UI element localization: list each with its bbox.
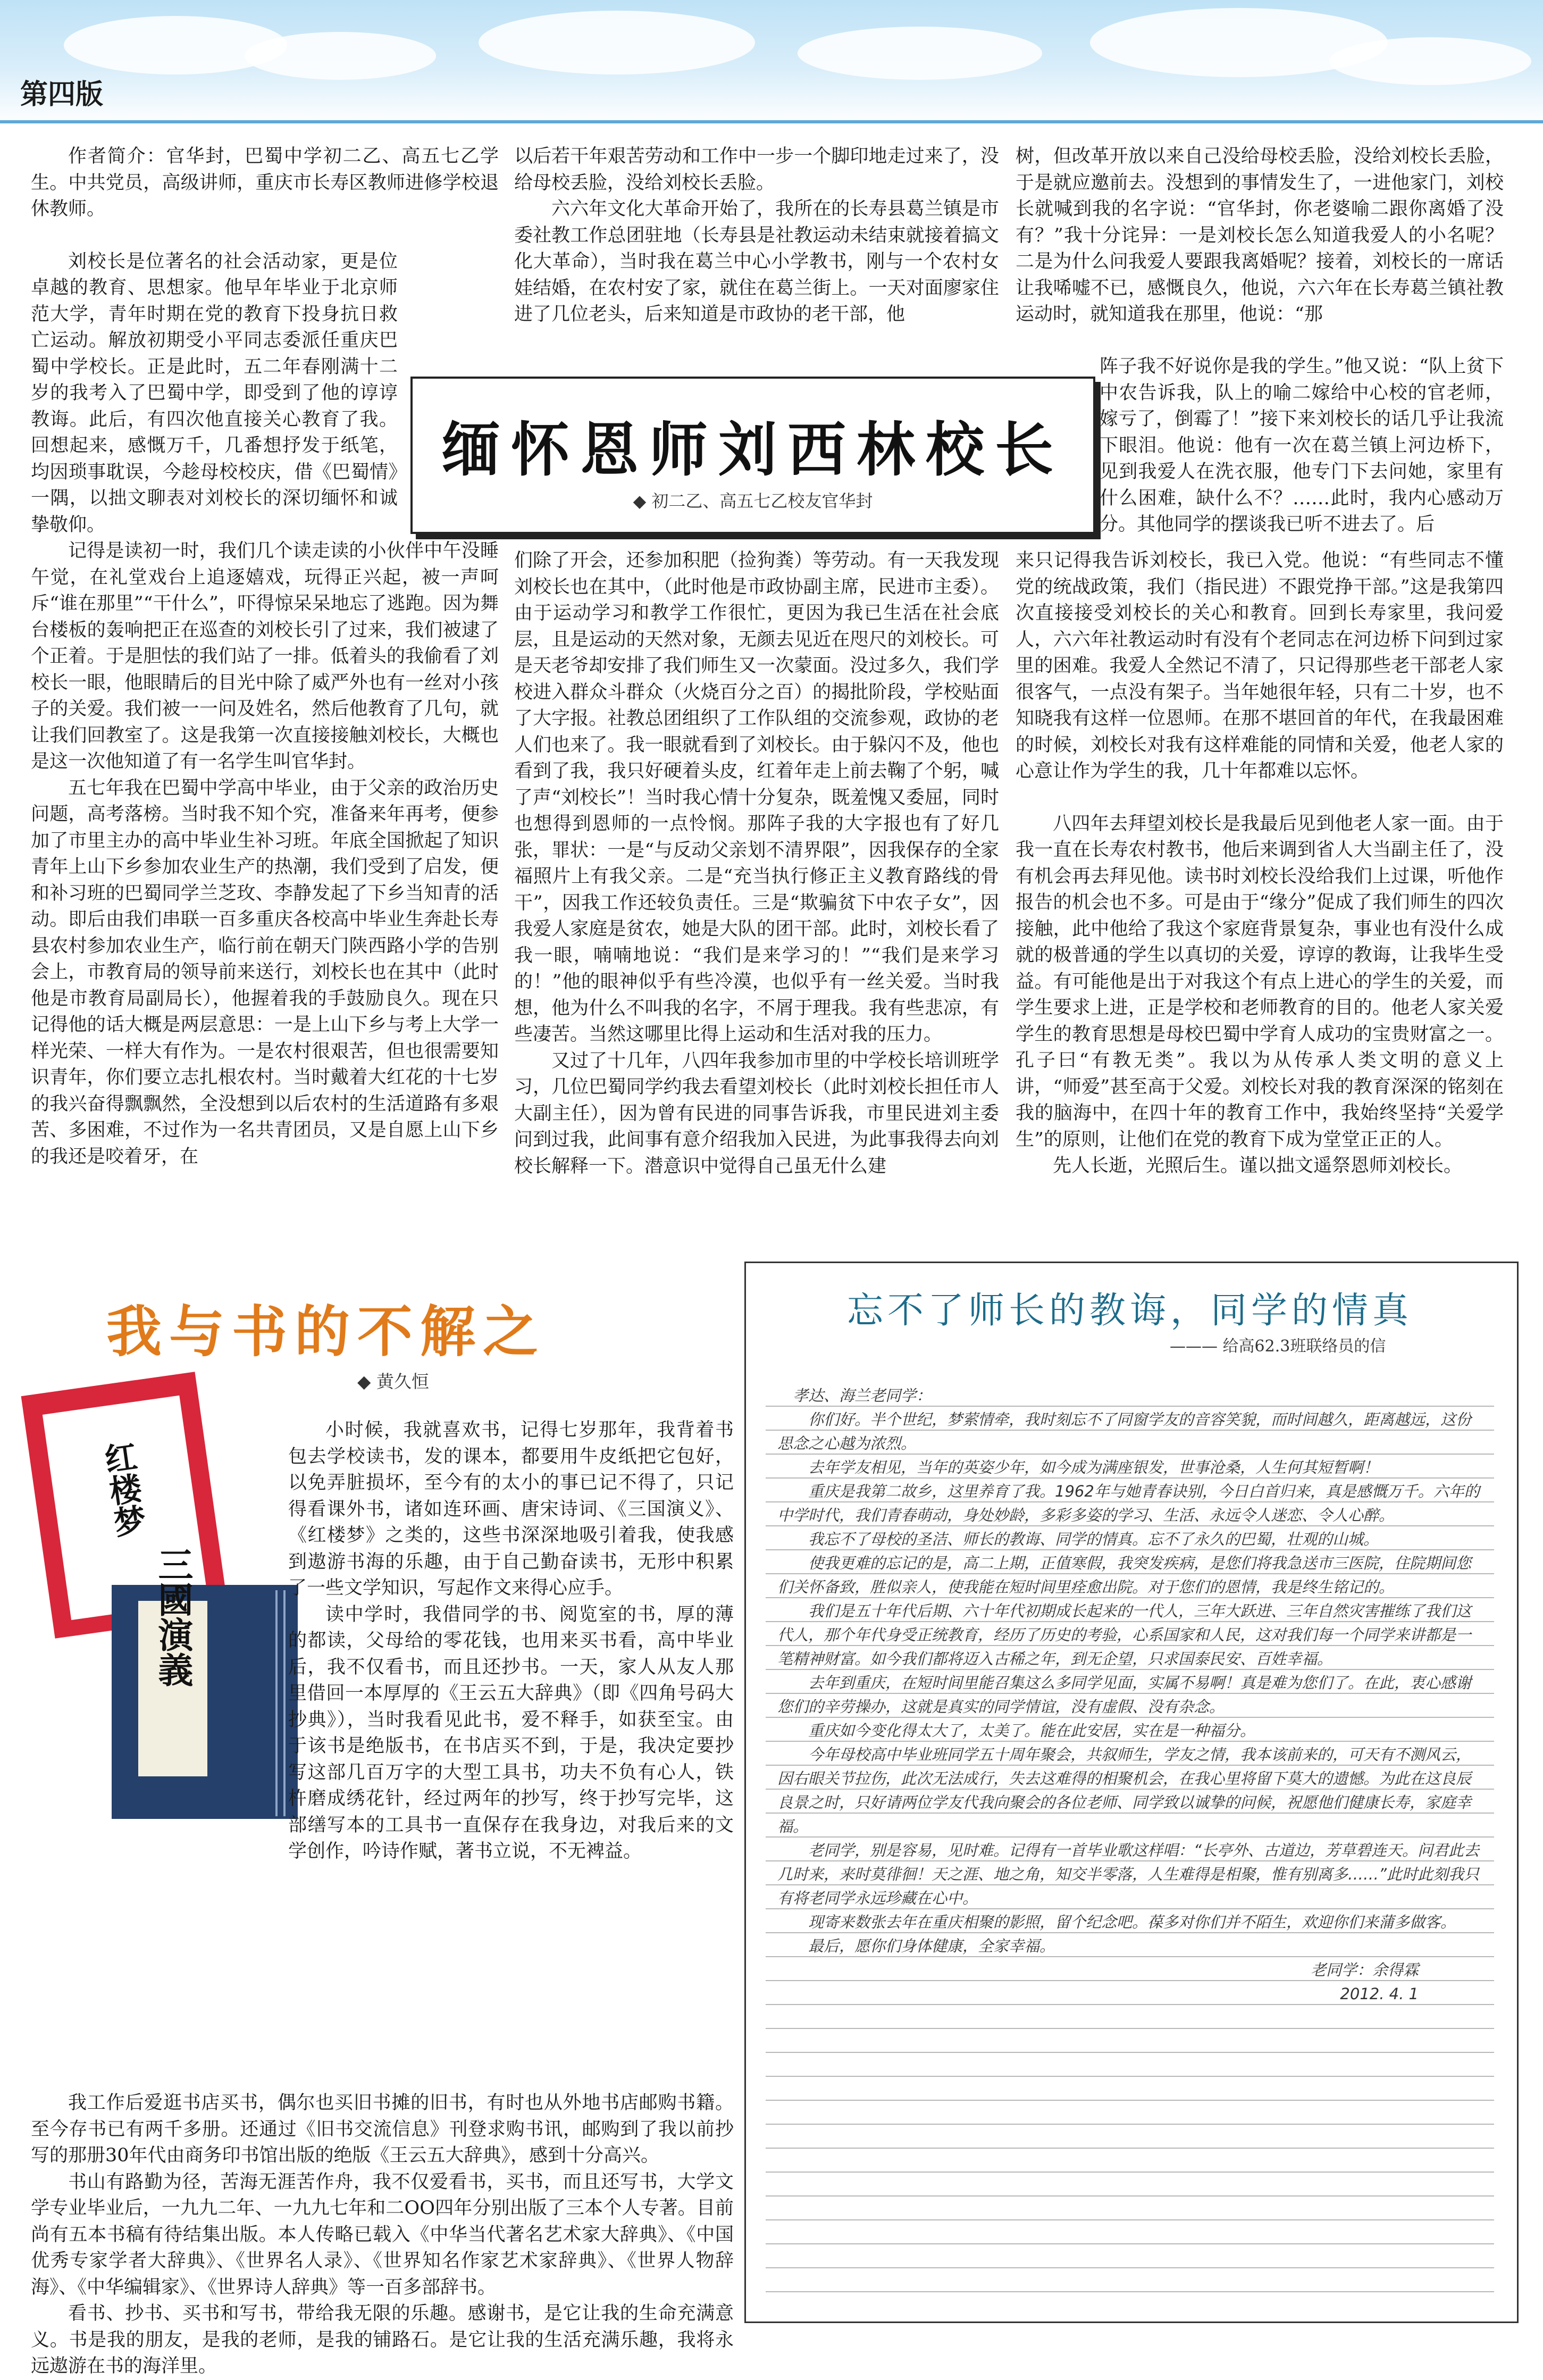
letter-subtitle: ——— 给高62.3班联络员的信	[1170, 1337, 1386, 1356]
banner-rule	[0, 120, 1543, 123]
article-paragraph: 来只记得我告诉刘校长，我已入党。他说：“有些同志不懂党的统战政策，我们（指民进）不跟党挣干部。”这是我第四次直接接受刘校长的关心和教育。回到长寿家里，我问爱人，六六年社教运动时有没有个老同志在河边桥下问到过家里的困难。我爱人全然记不清了，只记得那些老干部老人家很客气，一点没有架子。当年她很年轻，只有二十岁，也不知晓我有这样一位恩师。在那不堪回首的年代，在我最困难的时候，刘校长对我有这样难能的同情和关爱，他老人家的心意让作为学生的我，几十年都难以忘怀。	[1016, 550, 1504, 782]
main-column-1	[31, 144, 499, 1170]
article-paragraph: 阵子我不好说你是我的学生。”他又说：“队上贫下中农告诉我，队上的喻二嫁给中心校的官老师，嫁亏了，倒霉了！”接下来刘校长的话几乎让我流下眼泪。他说：他有一次在葛兰镇上河边桥下，见到我爱人在洗衣服，他专门下去问她，家里有什么困难，缺什么不？……此时，我内心感动万分。其他同学的摆谈我已听不进去了。后	[1100, 356, 1504, 535]
books-paragraph: 小时候，我就喜欢书，记得七岁那年，我背着书包去学校读书，发的课本，都要用牛皮纸把它包好，以免弄脏损坏，至今有的太小的事已记不得了，只记得看课外书，诸如连环画、唐宋诗词、《三国演义》、《红楼梦》之类的，这些书深深地吸引着我，使我感到遨游书海的乐趣，由于自己勤奋读书，无形中积累了一些文学知识，写起作文来得心应手。	[288, 1419, 734, 1599]
main-column-2a	[514, 144, 999, 328]
lined-letter-paper	[766, 1383, 1494, 2298]
article-paragraph: 六六年文化大革命开始了，我所在的长寿县葛兰镇是市委社教工作总团驻地（长寿县是社教运动未结束就接着搞文化大革命），当时我在葛兰中心小学教书，刚与一个农村女娃结婚，在农村安了家，就住在葛兰街上。一天对面廖家住进了几位老头，后来知道是市政协的老干部，他	[514, 198, 999, 325]
main-column-3b	[1100, 354, 1504, 538]
books-paragraph: 我工作后爱逛书店买书，偶尔也买旧书摊的旧书，有时也从外地书店邮购书籍。至今存书已有两千多册。还通过《旧书交流信息》刊登求购书讯，邮购到了我以前抄写的那册30年代由商务印书馆出版的绝版《王云五大辞典》，感到十分高兴。	[31, 2092, 734, 2166]
main-title-box	[410, 377, 1095, 534]
main-column-3c	[1016, 548, 1504, 1180]
article-paragraph: 八四年去拜望刘校长是我最后见到他老人家一面。由于我一直在长寿农村教书，他后来调到省人大当副主任了，没有机会再去拜见他。读书时刘校长没给我们上过课，听他作报告的机会也不多。可是由于“缘分”促成了我们师生的四次接触，此中他给了我这个家庭背景复杂，事业也有没什么成就的极普通的学生以真切的关爱，谆谆的教诲，让我毕生受益。有可能他是出于对我这个有点上进心的学生的关爱，而学生要求上进，正是学校和老师教育的目的。他老人家关爱学生的教育思想是母校巴蜀中学育人成功的宝贵财富之一。孔子曰“有教无类”。我以为从传承人类文明的意义上讲，“师爱”甚至高于父爱。刘校长对我的教育深深的铭刻在我的脑海中，在四十年的教育工作中，我始终坚持“关爱学生”的原则，让他们在党的教育下成为堂堂正正的人。	[1016, 813, 1504, 1150]
book-covers-image	[32, 1383, 308, 1835]
books-title: 我与书的不解之	[106, 1299, 546, 1364]
letter-paragraph: 我忘不了母校的圣洁、师长的教诲、同学的情真。忘不了永久的巴蜀，壮观的山城。	[808, 1530, 1379, 1548]
article-paragraph: 以后若干年艰苦劳动和工作中一步一个脚印地走过来了，没给母校丢脸，没给刘校长丢脸。	[514, 146, 999, 194]
main-byline: ◆ 初二乙、高五七乙校友官华封	[633, 491, 873, 511]
letter-title: 忘不了师长的教诲，同学的情真	[846, 1290, 1413, 1332]
letter-text	[777, 1384, 1482, 2006]
letter-paragraph: 今年母校高中毕业班同学五十周年聚会，共叙师生，学友之情，我本该前来的，可天有不测风云，因右眼关节拉伤，此次无法成行，失去这难得的相聚机会，在我心里将留下莫大的遗憾。为此在这良辰良景之时，只好请两位学友代我向聚会的各位老师、同学致以诚挚的问候，祝愿他们健康长寿，家庭幸福。	[777, 1746, 1472, 1835]
letter-paragraph: 去年学友相见，当年的英姿少年，如今成为满座银发，世事沧桑，人生何其短暂啊！	[808, 1458, 1379, 1476]
books-wrap-column	[288, 1417, 734, 1865]
letter-salutation: 孝达、海兰老同学：	[793, 1387, 932, 1405]
article-paragraph: 记得是读初一时，我们几个读走读的小伙伴中午没睡午觉，在礼堂戏台上追逐嬉戏，玩得正兴起，被一声呵斥“谁在那里”“干什么”，吓得惊呆呆地忘了逃跑。因为舞台楼板的轰响把正在巡查的刘校长引了过来，我们被逮了个正着。于是胆怯的我们站了一排。低着头的我偷看了刘校长一眼，他眼睛后的目光中除了威严外也有一丝对小孩子的关爱。我们被一一问及姓名，然后他教育了几句，就让我们回教室了。这是我第一次直接接触刘校长，大概也是这一次他知道了有一名学生叫官华封。	[31, 540, 499, 772]
letter-paragraph: 老同学，别是容易，见时难。记得有一首毕业歌这样唱：“长亭外、古道边，芳草碧连天。问君此去几时来，来时莫徘徊！天之涯、地之角，知交半零落，人生难得是相聚，惟有别离多……”此时此刻我只有将老同学永远珍藏在心中。	[777, 1841, 1480, 1907]
books-paragraph: 读中学时，我借同学的书、阅览室的书，厚的薄的都读，父母给的零花钱，也用来买书看，高中毕业后，我不仅看书，而且还抄书。一天，家人从友人那里借回一本厚厚的《王云五大辞典》（即《四角号码大抄典》），当时我看见此书，爱不释手，如获至宝。由于该书是绝版书，在书店买不到，于是，我决定要抄写这部几百万字的大型工具书，功夫不负有心人，铁杵磨成绣花针，经过两年的抄写，终于抄写完毕，这部缮写本的工具书一直保存在我身边，对我后来的文学创作，吟诗作赋，著书立说，不无裨益。	[288, 1604, 734, 1862]
letter-paragraph: 重庆如今变化得太大了，太美了。能在此安居，实在是一种福分。	[808, 1722, 1256, 1740]
page-label: 第四版	[20, 79, 104, 111]
books-byline: ◆ 黄久恒	[357, 1371, 429, 1392]
letter-date: 2012. 4. 1	[1340, 1985, 1419, 2003]
letter-paragraph: 最后，愿你们身体健康，全家幸福。	[808, 1937, 1055, 1955]
books-paragraph: 书山有路勤为径，苦海无涯苦作舟，我不仅爱看书，买书，而且还写书，大学文学专业毕业后，一九九二年、一九九七年和二OO四年分别出版了三本个人专著。目前尚有五本书稿有待结集出版。本人传略已载入《中华当代著名艺术家大辞典》、《中国优秀专家学者大辞典》、《世界名人录》、《世界知名作家艺术家辞典》、《世界人物辞海》、《中华编辑家》、《世界诗人辞典》等一百多部辞书。	[31, 2171, 734, 2298]
letter-paragraph: 使我更难的忘记的是，高二上期，正值寒假，我突发疾病，是您们将我急送市三医院，住院期间您们关怀备致，胜似亲人，使我能在短时间里痊愈出院。对于您们的恩情，我是终生铭记的。	[777, 1554, 1472, 1596]
main-column-3a	[1016, 144, 1504, 328]
main-title: 缅怀恩师刘西林校长	[442, 416, 1064, 484]
article-paragraph: 们除了开会，还参加积肥（捡狗粪）等劳动。有一天我发现刘校长也在其中，（此时他是市政协副主席，民进市主委）。由于运动学习和教学工作很忙，更因为我已生活在社会底层，且是运动的天然对象，无颜去见近在咫尺的刘校长。可是天老爷却安排了我们师生又一次蒙面。没过多久，我们学校进入群众斗群众（火烧百分之百）的揭批阶段，学校贴面了大字报。社教总团组织了工作队组的交流参观，政协的老人们也来了。我一眼就看到了刘校长。由于躲闪不及，他也看到了我，我只好硬着头皮，红着年走上前去鞠了个躬，喊了声“刘校长”！当时我心情十分复杂，既羞愧又委屈，同时也想得到恩师的一点怜悯。那阵子我的大字报也有了好几张，罪状：一是“与反动父亲划不清界限”，因我保存的全家福照片上有我父亲。二是“充当执行修正主义教育路线的骨干”，因我工作还较负责任。三是“欺骗贫下中农子女”，因我爱人家庭是贫农，她是大队的团干部。此时，刘校长看了我一眼，喃喃地说：“我们是来学习的！”“我们是来学习的！”他的眼神似乎有些冷漠，也似乎有一丝关爱。当时我想，他为什么不叫我的名字，不屑于理我。我有些悲凉，有些凄苦。当然这哪里比得上运动和生活对我的压力。	[514, 550, 999, 1045]
article-paragraph: 先人长逝，光照后生。谨以拙文遥祭恩师刘校长。	[1053, 1155, 1463, 1176]
main-column-2b	[514, 548, 999, 1180]
letter-paragraph: 你们好。半个世纪，梦萦情牵，我时刻忘不了同窗学友的音容笑貌，而时间越久，距离越远，这份思念之心越为浓烈。	[777, 1410, 1472, 1452]
cover2-title: 三國演義	[152, 1547, 194, 1687]
article-paragraph: 又过了十几年，八四年我参加市里的中学校长培训班学习，几位巴蜀同学约我去看望刘校长（此时刘校长担任市人大副主任），因为曾有民进的同事告诉我，市里民进刘主委问到过我，此间事有意介绍我加入民进，为此事我得去向刘校长解释一下。潜意识中觉得自己虽无什么建	[514, 1050, 999, 1177]
header-banner	[0, 0, 1543, 125]
letter-paragraph: 现寄来数张去年在重庆相聚的影照，留个纪念吧。葆多对你们并不陌生，欢迎你们来蒲多做客。	[808, 1913, 1456, 1931]
letter-paragraph: 去年到重庆，在短时间里能召集这么多同学见面，实属不易啊！真是难为您们了。在此，衷心感谢您们的辛劳操办，这就是真实的同学情谊，没有虚假、没有杂念。	[777, 1674, 1472, 1716]
article-paragraph: 刘校长是位著名的社会活动家，更是位卓越的教育、思想家。他早年毕业于北京师范大学，青年时期在党的教育下投身抗日救亡运动。解放初期受小平同志委派任重庆巴蜀中学校长。正是此时，五二年春刚满十二岁的我考入了巴蜀中学，即受到了他的谆谆教诲。此后，有四次他直接关心教育了我。回想起来，感慨万千，几番想抒发于纸笔，均因琐事耽误，今趁母校校庆，借《巴蜀情》一隅，以拙文聊表对刘校长的深切缅怀和诚挚敬仰。	[31, 250, 398, 536]
letter-paragraph: 我们是五十年代后期、六十年代初期成长起来的一代人，三年大跃进、三年自然灾害摧练了我们这代人，那个年代身受正统教育，经历了历史的考验，心系国家和人民，这对我们每一个同学来讲都是一笔精神财富。如今我们都将迈入古稀之年，到无企望，只求国泰民安、百姓幸福。	[777, 1602, 1472, 1668]
books-paragraph: 看书、抄书、买书和写书，带给我无限的乐趣。感谢书，是它让我的生命充满意义。书是我的朋友，是我的老师，是我的铺路石。是它让我的生活充满乐趣，我将永远遨游在书的海洋里。	[31, 2303, 734, 2377]
books-column	[31, 2090, 734, 2380]
article-paragraph: 作者简介：官华封，巴蜀中学初二乙、高五七乙学生。中共党员，高级讲师，重庆市长寿区教师进修学校退休教师。	[31, 146, 499, 220]
article-paragraph: 五七年我在巴蜀中学高中毕业，由于父亲的政治历史问题，高考落榜。当时我不知个究，准备来年再考，便参加了市里主办的高中毕业生补习班。年底全国掀起了知识青年上山下乡参加农业生产的热潮，我们受到了启发，便和补习班的巴蜀同学兰芝玫、李静发起了下乡当知青的活动。即后由我们串联一百多重庆各校高中毕业生奔赴长寿县农村参加农业生产，临行前在朝天门陕西路小学的告别会上，市教育局的领导前来送行，刘校长也在其中（此时他是市教育局副局长），他握着我的手鼓励良久。现在只记得他的话大概是两层意思：一是上山下乡与考上大学一样光荣、一样大有作为。一是农村很艰苦，但也很需要知识青年，你们要立志扎根农村。当时戴着大红花的十七岁的我兴奋得飘飘然，全没想到以后农村的生活道路有多艰苦、多困难，不过作为一名共青团员，又是自愿上山下乡的我还是咬着牙，在	[31, 777, 499, 1167]
letter-paragraph: 重庆是我第二故乡，这里养育了我。1962年与她青春诀别，今日白首归来，真是感慨万千。六年的中学时代，我们青春萌动，身处妙龄，多彩多姿的学习、生活、永远令人迷恋、令人心醉。	[777, 1482, 1480, 1524]
article-paragraph: 树，但改革开放以来自己没给母校丢脸，没给刘校长丢脸，于是就应邀前去。没想到的事情发生了，一进他家门，刘校长就喊到我的名字说：“官华封，你老婆喻二跟你离婚了没有？”我十分诧异：一是刘校长怎么知道我爱人的小名呢？二是为什么问我爱人要跟我离婚呢？接着，刘校长的一席话让我唏嘘不已，感慨良久，他说，六六年在长寿葛兰镇社教运动时，就知道我在那里，他说：“那	[1016, 146, 1504, 325]
letter-signature: 老同学：余得霖	[1310, 1961, 1419, 1979]
cover1-title: 红楼梦	[97, 1439, 148, 1540]
